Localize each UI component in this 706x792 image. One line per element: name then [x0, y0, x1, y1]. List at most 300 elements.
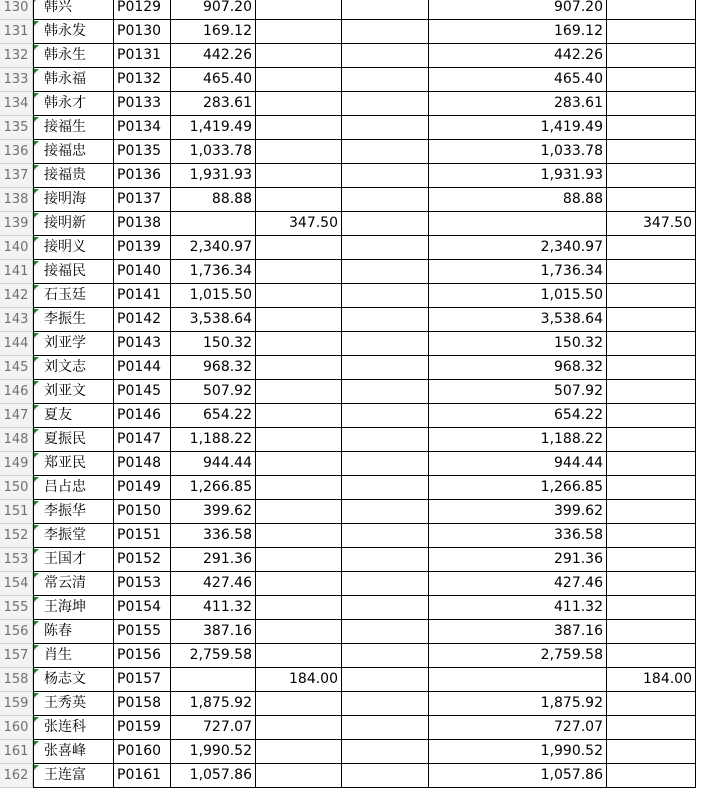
cell-empty[interactable] — [342, 404, 429, 428]
cell-amount[interactable]: 291.36 — [171, 548, 256, 572]
cell-amount[interactable]: 465.40 — [171, 68, 256, 92]
row-header[interactable]: 133 — [0, 68, 33, 92]
row-header[interactable]: 136 — [0, 140, 33, 164]
row-header[interactable]: 148 — [0, 428, 33, 452]
cell-amount[interactable]: 336.58 — [171, 524, 256, 548]
cell-amount[interactable]: 1,015.50 — [171, 284, 256, 308]
cell-extra-total[interactable]: 347.50 — [607, 212, 696, 236]
cell-extra[interactable] — [256, 380, 342, 404]
cell-empty[interactable] — [342, 236, 429, 260]
cell-name[interactable]: 接福忠 — [33, 140, 114, 164]
cell-name[interactable]: 夏友 — [33, 404, 114, 428]
row-header[interactable]: 145 — [0, 356, 33, 380]
cell-total[interactable]: 387.16 — [429, 620, 607, 644]
cell-name[interactable]: 石玉廷 — [33, 284, 114, 308]
cell-id[interactable]: P0136 — [114, 164, 171, 188]
cell-amount[interactable]: 1,033.78 — [171, 140, 256, 164]
cell-extra[interactable] — [256, 188, 342, 212]
cell-id[interactable]: P0133 — [114, 92, 171, 116]
cell-amount[interactable]: 1,736.34 — [171, 260, 256, 284]
cell-name[interactable]: 王国才 — [33, 548, 114, 572]
cell-total[interactable]: 1,188.22 — [429, 428, 607, 452]
cell-name[interactable]: 韩永才 — [33, 92, 114, 116]
error-indicator-icon — [34, 597, 39, 602]
cell-extra-total[interactable] — [607, 332, 696, 356]
cell-extra-total[interactable] — [607, 44, 696, 68]
row-header[interactable]: 137 — [0, 164, 33, 188]
cell-id[interactable]: P0147 — [114, 428, 171, 452]
cell-id[interactable]: P0143 — [114, 332, 171, 356]
cell-empty[interactable] — [342, 116, 429, 140]
cell-total[interactable]: 291.36 — [429, 548, 607, 572]
error-indicator-icon — [34, 573, 39, 578]
cell-id[interactable]: P0139 — [114, 236, 171, 260]
error-indicator-icon — [34, 741, 39, 746]
error-indicator-icon — [34, 549, 39, 554]
row-header[interactable]: 144 — [0, 332, 33, 356]
cell-amount[interactable]: 654.22 — [171, 404, 256, 428]
cell-extra-total[interactable] — [607, 92, 696, 116]
cell-id[interactable]: P0131 — [114, 44, 171, 68]
cell-amount[interactable]: 3,538.64 — [171, 308, 256, 332]
cell-empty[interactable] — [342, 572, 429, 596]
cell-extra-total[interactable] — [607, 308, 696, 332]
cell-extra-total[interactable] — [607, 0, 696, 20]
cell-empty[interactable] — [342, 44, 429, 68]
cell-name[interactable]: 接明海 — [33, 188, 114, 212]
cell-name[interactable]: 接明义 — [33, 236, 114, 260]
cell-total[interactable]: 411.32 — [429, 596, 607, 620]
cell-extra[interactable] — [256, 68, 342, 92]
cell-name[interactable]: 韩永发 — [33, 20, 114, 44]
cell-name[interactable]: 接明新 — [33, 212, 114, 236]
cell-name[interactable]: 韩兴 — [33, 0, 114, 20]
cell-amount[interactable]: 169.12 — [171, 20, 256, 44]
cell-extra[interactable] — [256, 548, 342, 572]
row-header[interactable]: 149 — [0, 452, 33, 476]
cell-amount[interactable] — [171, 212, 256, 236]
cell-id[interactable]: P0152 — [114, 548, 171, 572]
cell-extra-total[interactable]: 184.00 — [607, 668, 696, 692]
cell-empty[interactable] — [342, 332, 429, 356]
cell-amount[interactable]: 944.44 — [171, 452, 256, 476]
cell-total[interactable]: 283.61 — [429, 92, 607, 116]
cell-id[interactable]: P0138 — [114, 212, 171, 236]
cell-empty[interactable] — [342, 0, 429, 20]
row-header[interactable]: 152 — [0, 524, 33, 548]
cell-extra-total[interactable] — [607, 164, 696, 188]
cell-total[interactable]: 465.40 — [429, 68, 607, 92]
table-row — [0, 668, 706, 692]
cell-id[interactable]: P0157 — [114, 668, 171, 692]
cell-amount[interactable]: 1,419.49 — [171, 116, 256, 140]
error-indicator-icon — [34, 429, 39, 434]
row-header[interactable]: 131 — [0, 20, 33, 44]
cell-name[interactable]: 接福民 — [33, 260, 114, 284]
cell-extra-total[interactable] — [607, 356, 696, 380]
row-header[interactable]: 143 — [0, 308, 33, 332]
cell-name[interactable]: 肖生 — [33, 644, 114, 668]
cell-empty[interactable] — [342, 68, 429, 92]
table-row — [0, 332, 706, 356]
cell-extra-total[interactable] — [607, 20, 696, 44]
cell-name[interactable]: 接福贵 — [33, 164, 114, 188]
error-indicator-icon — [34, 285, 39, 290]
cell-extra-total[interactable] — [607, 284, 696, 308]
cell-total[interactable]: 1,057.86 — [429, 764, 607, 788]
error-indicator-icon — [34, 621, 39, 626]
error-indicator-icon — [34, 117, 39, 122]
row-header[interactable]: 156 — [0, 620, 33, 644]
cell-amount[interactable]: 968.32 — [171, 356, 256, 380]
cell-amount[interactable]: 399.62 — [171, 500, 256, 524]
cell-empty[interactable] — [342, 692, 429, 716]
cell-extra-total[interactable] — [607, 68, 696, 92]
cell-extra[interactable] — [256, 332, 342, 356]
cell-empty[interactable] — [342, 644, 429, 668]
cell-empty[interactable] — [342, 20, 429, 44]
cell-empty[interactable] — [342, 428, 429, 452]
cell-name[interactable]: 张连科 — [33, 716, 114, 740]
cell-extra-total[interactable] — [607, 428, 696, 452]
cell-amount[interactable]: 387.16 — [171, 620, 256, 644]
row-header[interactable]: 157 — [0, 644, 33, 668]
cell-total[interactable]: 1,266.85 — [429, 476, 607, 500]
cell-amount[interactable]: 1,188.22 — [171, 428, 256, 452]
cell-extra-total[interactable] — [607, 692, 696, 716]
row-header[interactable]: 155 — [0, 596, 33, 620]
cell-extra-total[interactable] — [607, 236, 696, 260]
cell-amount[interactable]: 507.92 — [171, 380, 256, 404]
table-row — [0, 0, 706, 20]
cell-extra[interactable] — [256, 284, 342, 308]
cell-empty[interactable] — [342, 476, 429, 500]
cell-amount[interactable]: 2,759.58 — [171, 644, 256, 668]
cell-empty[interactable] — [342, 452, 429, 476]
cell-total[interactable]: 2,759.58 — [429, 644, 607, 668]
cell-id[interactable]: P0153 — [114, 572, 171, 596]
cell-amount[interactable]: 2,340.97 — [171, 236, 256, 260]
cell-amount[interactable] — [171, 668, 256, 692]
cell-name[interactable]: 陈春 — [33, 620, 114, 644]
cell-total[interactable]: 3,538.64 — [429, 308, 607, 332]
cell-amount[interactable]: 150.32 — [171, 332, 256, 356]
cell-extra-total[interactable] — [607, 596, 696, 620]
cell-name[interactable]: 王连富 — [33, 764, 114, 788]
table-row — [0, 260, 706, 284]
cell-extra[interactable] — [256, 740, 342, 764]
cell-extra[interactable] — [256, 428, 342, 452]
cell-extra-total[interactable] — [607, 140, 696, 164]
cell-id[interactable]: P0155 — [114, 620, 171, 644]
cell-extra-total[interactable] — [607, 548, 696, 572]
row-header[interactable]: 139 — [0, 212, 33, 236]
row-header[interactable]: 135 — [0, 116, 33, 140]
cell-extra-total[interactable] — [607, 524, 696, 548]
cell-id[interactable]: P0137 — [114, 188, 171, 212]
cell-name[interactable]: 常云清 — [33, 572, 114, 596]
row-header[interactable]: 142 — [0, 284, 33, 308]
cell-total[interactable]: 907.20 — [429, 0, 607, 20]
error-indicator-icon — [34, 405, 39, 410]
cell-total[interactable] — [429, 212, 607, 236]
cell-total[interactable]: 1,033.78 — [429, 140, 607, 164]
cell-id[interactable]: P0150 — [114, 500, 171, 524]
row-header[interactable]: 147 — [0, 404, 33, 428]
cell-extra-total[interactable] — [607, 572, 696, 596]
table-row — [0, 92, 706, 116]
cell-extra-total[interactable] — [607, 380, 696, 404]
cell-extra[interactable] — [256, 116, 342, 140]
cell-extra-total[interactable] — [607, 500, 696, 524]
table-row — [0, 20, 706, 44]
cell-extra[interactable] — [256, 500, 342, 524]
cell-total[interactable]: 399.62 — [429, 500, 607, 524]
cell-name[interactable]: 刘亚学 — [33, 332, 114, 356]
cell-total[interactable]: 336.58 — [429, 524, 607, 548]
cell-extra[interactable] — [256, 524, 342, 548]
cell-total[interactable]: 968.32 — [429, 356, 607, 380]
cell-amount[interactable]: 427.46 — [171, 572, 256, 596]
cell-name[interactable]: 刘文志 — [33, 356, 114, 380]
cell-empty[interactable] — [342, 284, 429, 308]
error-indicator-icon — [34, 45, 39, 50]
error-indicator-icon — [34, 645, 39, 650]
row-header[interactable]: 150 — [0, 476, 33, 500]
cell-total[interactable]: 1,015.50 — [429, 284, 607, 308]
cell-name[interactable]: 李振生 — [33, 308, 114, 332]
cell-id[interactable]: P0134 — [114, 116, 171, 140]
table-row — [0, 452, 706, 476]
cell-amount[interactable]: 411.32 — [171, 596, 256, 620]
cell-name[interactable]: 张喜峰 — [33, 740, 114, 764]
cell-name[interactable]: 接福生 — [33, 116, 114, 140]
cell-total[interactable]: 654.22 — [429, 404, 607, 428]
cell-id[interactable]: P0130 — [114, 20, 171, 44]
cell-extra-total[interactable] — [607, 404, 696, 428]
cell-id[interactable]: P0146 — [114, 404, 171, 428]
cell-extra-total[interactable] — [607, 764, 696, 788]
cell-extra[interactable] — [256, 44, 342, 68]
row-header[interactable]: 132 — [0, 44, 33, 68]
cell-total[interactable]: 1,419.49 — [429, 116, 607, 140]
cell-extra[interactable]: 184.00 — [256, 668, 342, 692]
cell-total[interactable]: 1,736.34 — [429, 260, 607, 284]
cell-total[interactable]: 169.12 — [429, 20, 607, 44]
cell-extra-total[interactable] — [607, 620, 696, 644]
cell-total[interactable]: 2,340.97 — [429, 236, 607, 260]
cell-extra[interactable] — [256, 620, 342, 644]
cell-name[interactable]: 夏振民 — [33, 428, 114, 452]
cell-total[interactable]: 944.44 — [429, 452, 607, 476]
cell-extra[interactable] — [256, 404, 342, 428]
cell-amount[interactable]: 1,057.86 — [171, 764, 256, 788]
cell-extra-total[interactable] — [607, 116, 696, 140]
row-header[interactable]: 130 — [0, 0, 33, 20]
cell-extra-total[interactable] — [607, 644, 696, 668]
cell-amount[interactable]: 907.20 — [171, 0, 256, 20]
cell-id[interactable]: P0142 — [114, 308, 171, 332]
cell-name[interactable]: 杨志文 — [33, 668, 114, 692]
cell-total[interactable]: 1,931.93 — [429, 164, 607, 188]
cell-id[interactable]: P0144 — [114, 356, 171, 380]
cell-name[interactable]: 吕占忠 — [33, 476, 114, 500]
cell-extra[interactable] — [256, 20, 342, 44]
cell-id[interactable]: P0160 — [114, 740, 171, 764]
cell-name[interactable]: 李振堂 — [33, 524, 114, 548]
row-header[interactable]: 154 — [0, 572, 33, 596]
cell-id[interactable]: P0129 — [114, 0, 171, 20]
cell-empty[interactable] — [342, 620, 429, 644]
cell-empty[interactable] — [342, 164, 429, 188]
cell-empty[interactable] — [342, 356, 429, 380]
cell-extra-total[interactable] — [607, 188, 696, 212]
cell-extra[interactable] — [256, 140, 342, 164]
cell-extra-total[interactable] — [607, 476, 696, 500]
cell-id[interactable]: P0145 — [114, 380, 171, 404]
cell-name[interactable]: 刘亚文 — [33, 380, 114, 404]
cell-name[interactable]: 李振华 — [33, 500, 114, 524]
cell-empty[interactable] — [342, 260, 429, 284]
cell-id[interactable]: P0135 — [114, 140, 171, 164]
cell-id[interactable]: P0159 — [114, 716, 171, 740]
cell-id[interactable]: P0154 — [114, 596, 171, 620]
cell-id[interactable]: P0140 — [114, 260, 171, 284]
error-indicator-icon — [34, 717, 39, 722]
row-header[interactable]: 138 — [0, 188, 33, 212]
cell-extra[interactable] — [256, 596, 342, 620]
table-row — [0, 620, 706, 644]
table-row — [0, 212, 706, 236]
cell-total[interactable]: 442.26 — [429, 44, 607, 68]
cell-extra[interactable] — [256, 716, 342, 740]
cell-name[interactable]: 韩永福 — [33, 68, 114, 92]
cell-empty[interactable] — [342, 188, 429, 212]
cell-empty[interactable] — [342, 740, 429, 764]
table-row — [0, 380, 706, 404]
cell-extra[interactable] — [256, 236, 342, 260]
row-header[interactable]: 141 — [0, 260, 33, 284]
table-row — [0, 356, 706, 380]
cell-id[interactable]: P0132 — [114, 68, 171, 92]
cell-empty[interactable] — [342, 308, 429, 332]
cell-amount[interactable]: 1,875.92 — [171, 692, 256, 716]
cell-id[interactable]: P0148 — [114, 452, 171, 476]
cell-empty[interactable] — [342, 548, 429, 572]
cell-amount[interactable]: 88.88 — [171, 188, 256, 212]
cell-amount[interactable]: 727.07 — [171, 716, 256, 740]
cell-empty[interactable] — [342, 92, 429, 116]
cell-name[interactable]: 王海坤 — [33, 596, 114, 620]
cell-extra[interactable] — [256, 572, 342, 596]
table-row — [0, 572, 706, 596]
row-header[interactable]: 162 — [0, 764, 33, 788]
table-row — [0, 236, 706, 260]
row-header[interactable]: 159 — [0, 692, 33, 716]
row-header[interactable]: 134 — [0, 92, 33, 116]
cell-id[interactable]: P0161 — [114, 764, 171, 788]
cell-empty[interactable] — [342, 140, 429, 164]
row-header[interactable]: 160 — [0, 716, 33, 740]
cell-extra[interactable] — [256, 764, 342, 788]
table-row — [0, 644, 706, 668]
cell-id[interactable]: P0151 — [114, 524, 171, 548]
cell-extra[interactable]: 347.50 — [256, 212, 342, 236]
cell-empty[interactable] — [342, 500, 429, 524]
cell-extra[interactable] — [256, 0, 342, 20]
cell-extra-total[interactable] — [607, 716, 696, 740]
row-header[interactable]: 146 — [0, 380, 33, 404]
table-row — [0, 500, 706, 524]
table-row — [0, 308, 706, 332]
cell-name[interactable]: 郑亚民 — [33, 452, 114, 476]
row-header[interactable]: 158 — [0, 668, 33, 692]
cell-amount[interactable]: 442.26 — [171, 44, 256, 68]
cell-extra[interactable] — [256, 260, 342, 284]
cell-amount[interactable]: 1,990.52 — [171, 740, 256, 764]
cell-amount[interactable]: 283.61 — [171, 92, 256, 116]
cell-extra-total[interactable] — [607, 740, 696, 764]
cell-total[interactable]: 150.32 — [429, 332, 607, 356]
cell-empty[interactable] — [342, 716, 429, 740]
cell-total[interactable]: 507.92 — [429, 380, 607, 404]
row-header[interactable]: 161 — [0, 740, 33, 764]
cell-id[interactable]: P0156 — [114, 644, 171, 668]
cell-total[interactable]: 88.88 — [429, 188, 607, 212]
cell-extra[interactable] — [256, 356, 342, 380]
cell-total[interactable]: 727.07 — [429, 716, 607, 740]
cell-extra[interactable] — [256, 692, 342, 716]
cell-amount[interactable]: 1,931.93 — [171, 164, 256, 188]
row-header[interactable]: 151 — [0, 500, 33, 524]
cell-extra[interactable] — [256, 164, 342, 188]
cell-total[interactable]: 1,990.52 — [429, 740, 607, 764]
cell-amount[interactable]: 1,266.85 — [171, 476, 256, 500]
cell-empty[interactable] — [342, 596, 429, 620]
row-header[interactable]: 140 — [0, 236, 33, 260]
cell-extra[interactable] — [256, 452, 342, 476]
cell-name[interactable]: 王秀英 — [33, 692, 114, 716]
error-indicator-icon — [34, 309, 39, 314]
table-row — [0, 188, 706, 212]
cell-empty[interactable] — [342, 524, 429, 548]
cell-total[interactable]: 1,875.92 — [429, 692, 607, 716]
error-indicator-icon — [34, 93, 39, 98]
cell-extra[interactable] — [256, 308, 342, 332]
cell-empty[interactable] — [342, 764, 429, 788]
error-indicator-icon — [34, 501, 39, 506]
cell-name[interactable]: 韩永生 — [33, 44, 114, 68]
row-header[interactable]: 153 — [0, 548, 33, 572]
cell-total[interactable] — [429, 668, 607, 692]
cell-empty[interactable] — [342, 668, 429, 692]
cell-id[interactable]: P0141 — [114, 284, 171, 308]
cell-extra-total[interactable] — [607, 452, 696, 476]
cell-total[interactable]: 427.46 — [429, 572, 607, 596]
cell-extra[interactable] — [256, 92, 342, 116]
error-indicator-icon — [34, 69, 39, 74]
cell-id[interactable]: P0158 — [114, 692, 171, 716]
table-row — [0, 140, 706, 164]
table-row — [0, 740, 706, 764]
cell-empty[interactable] — [342, 380, 429, 404]
cell-extra[interactable] — [256, 644, 342, 668]
cell-extra[interactable] — [256, 476, 342, 500]
cell-id[interactable]: P0149 — [114, 476, 171, 500]
cell-empty[interactable] — [342, 212, 429, 236]
cell-extra-total[interactable] — [607, 260, 696, 284]
error-indicator-icon — [34, 141, 39, 146]
